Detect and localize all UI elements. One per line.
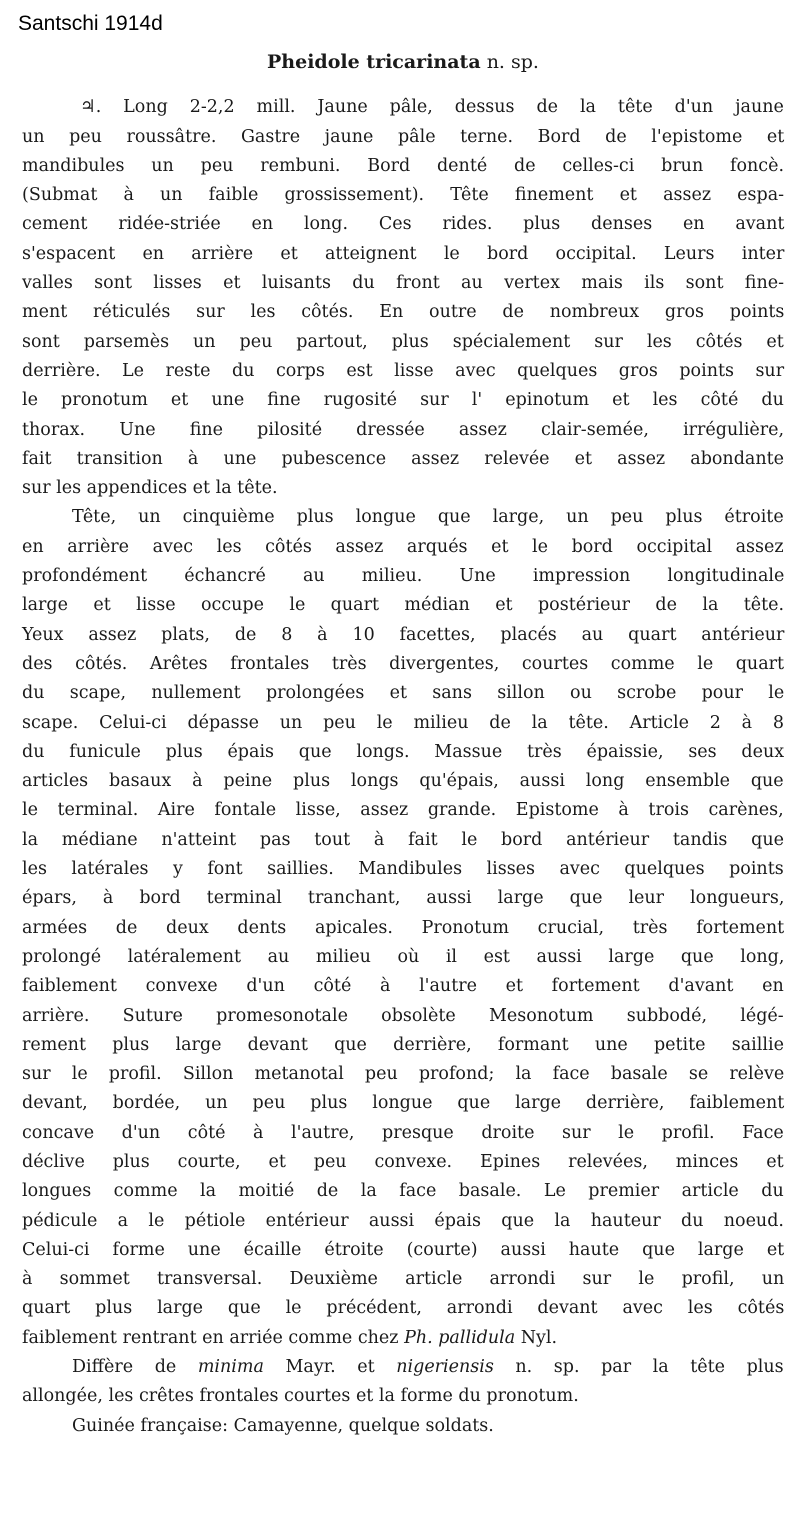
text-line: à sommet transversal. Deuxième article arrondi sur le profil, un: [22, 1269, 785, 1290]
text-line: du scape, nullement prolongées et sans sillon ou scrobe pour le: [22, 683, 785, 704]
text-line: sur le profil. Sillon metanotal peu profond; la face basale se relève: [22, 1064, 785, 1085]
comparison-line: allongée, les crêtes frontales courtes et la forme du pronotum.: [22, 1386, 579, 1407]
text-line: s'espacent en arrière et atteignent le bord occipital. Leurs inter: [22, 243, 785, 264]
text-line: ♃. Long 2-2,2 mill. Jaune pâle, dessus de la tête d'un jaune: [80, 97, 784, 118]
document-page: [22, 48, 784, 1441]
text-line: en arrière avec les côtés assez arqués et le bord occipital assez: [22, 536, 784, 557]
text-line: thorax. Une fine pilosité dressée assez clair-semée, irrégulière,: [22, 419, 785, 440]
text-line: le pronotum et une fine rugosité sur l' epinotum et les côté du: [22, 390, 784, 411]
text-line: derrière. Le reste du corps est lisse avec quelques gros points sur: [22, 360, 785, 381]
text-line: Celui-ci forme une écaille étroite (courte) aussi haute que large et: [22, 1239, 785, 1260]
taxon-minima: minima: [197, 1357, 264, 1378]
text-line: longues comme la moitié de la face basale. Le premier article du: [22, 1181, 784, 1202]
species-title: [22, 48, 784, 77]
taxon-nigeriensis: nigeriensis: [396, 1357, 494, 1378]
text-line: armées de deux dents apicales. Pronotum crucial, très fortement: [22, 917, 785, 938]
text-line: des côtés. Arêtes frontales très divergentes, courtes comme le quart: [22, 653, 785, 674]
text-line: articles basaux à peine plus longs qu'épais, aussi long ensemble que: [22, 771, 784, 792]
text-line: sont parsemès un peu partout, plus spécialement sur les côtés et: [22, 331, 784, 352]
text-line: le terminal. Aire fontale lisse, assez grande. Epistome à trois carènes,: [22, 800, 784, 821]
locality-paragraph: [22, 1412, 784, 1441]
text-line: quart plus large que le précédent, arrondi devant avec les côtés: [22, 1298, 785, 1319]
text-line: épars, à bord terminal tranchant, aussi large que leur longueurs,: [22, 888, 785, 909]
text-line: rement plus large devant que derrière, formant une petite saillie: [22, 1034, 784, 1055]
text-line: les latérales y font saillies. Mandibules lisses avec quelques points: [22, 859, 784, 880]
text-line: (Submat à un faible grossissement). Tête finement et assez espa-: [22, 185, 785, 206]
taxon-pallidula: Ph. pallidula: [404, 1327, 516, 1348]
text-line: concave d'un côté à l'autre, presque droite sur le profil. Face: [22, 1122, 784, 1143]
text-line: profondément échancré au milieu. Une impression longitudinale: [22, 566, 785, 587]
description-paragraph-worker: [22, 93, 784, 503]
text-line: faiblement rentrant en arriée comme chez Ph. pallidula Nyl.: [22, 1327, 558, 1348]
text-line: prolongé latéralement au milieu où il est aussi large que long,: [22, 946, 785, 967]
comparison-line: Diffère de minima Mayr. et nigeriensis n. sp. par la tête plus: [72, 1357, 784, 1378]
text-line: large et lisse occupe le quart médian et postérieur de la tête.: [22, 595, 785, 616]
text-line: un peu roussâtre. Gastre jaune pâle terne. Bord de l'epistome et: [22, 126, 785, 147]
text-line: arrière. Suture promesonotale obsolète Mesonotum subbodé, légé-: [22, 1005, 784, 1026]
locality-line: Guinée française: Camayenne, quelque soldats.: [72, 1415, 494, 1436]
text-line: la médiane n'atteint pas tout à fait le bord antérieur tandis que: [22, 829, 784, 850]
text-line: du funicule plus épais que longs. Massue très épaissie, ses deux: [22, 741, 785, 762]
species-name: Pheidole tricarinata: [267, 51, 481, 73]
text-line: Yeux assez plats, de 8 à 10 facettes, placés au quart antérieur: [22, 624, 785, 645]
text-line: valles sont lisses et luisants du front au vertex mais ils sont fine-: [22, 273, 785, 294]
text-line: fait transition à une pubescence assez relevée et assez abondante: [22, 448, 784, 469]
text-line: cement ridée-striée en long. Ces rides. plus denses en avant: [22, 214, 785, 235]
text-line: scape. Celui-ci dépasse un peu le milieu de la tête. Article 2 à 8: [22, 712, 785, 733]
species-suffix: n. sp.: [486, 51, 539, 73]
text-line: ment réticulés sur les côtés. En outre de nombreux gros points: [22, 302, 785, 323]
text-line: devant, bordée, un peu plus longue que large derrière, faiblement: [22, 1093, 785, 1114]
comparison-paragraph: [22, 1353, 784, 1412]
text-line: mandibules un peu rembuni. Bord denté de celles-ci brun foncè.: [22, 155, 785, 176]
citation-label: Santschi 1914d: [18, 12, 163, 35]
text-line: déclive plus courte, et peu convexe. Epines relevées, minces et: [22, 1151, 784, 1172]
description-paragraph-head: [22, 503, 784, 1353]
text-line: faiblement convexe d'un côté à l'autre et fortement d'avant en: [22, 976, 784, 997]
text-line: sur les appendices et la tête.: [22, 478, 278, 499]
text-line: Tête, un cinquième plus longue que large, un peu plus étroite: [72, 507, 784, 528]
text-line: pédicule a le pétiole entérieur aussi épais que la hauteur du noeud.: [22, 1210, 784, 1231]
